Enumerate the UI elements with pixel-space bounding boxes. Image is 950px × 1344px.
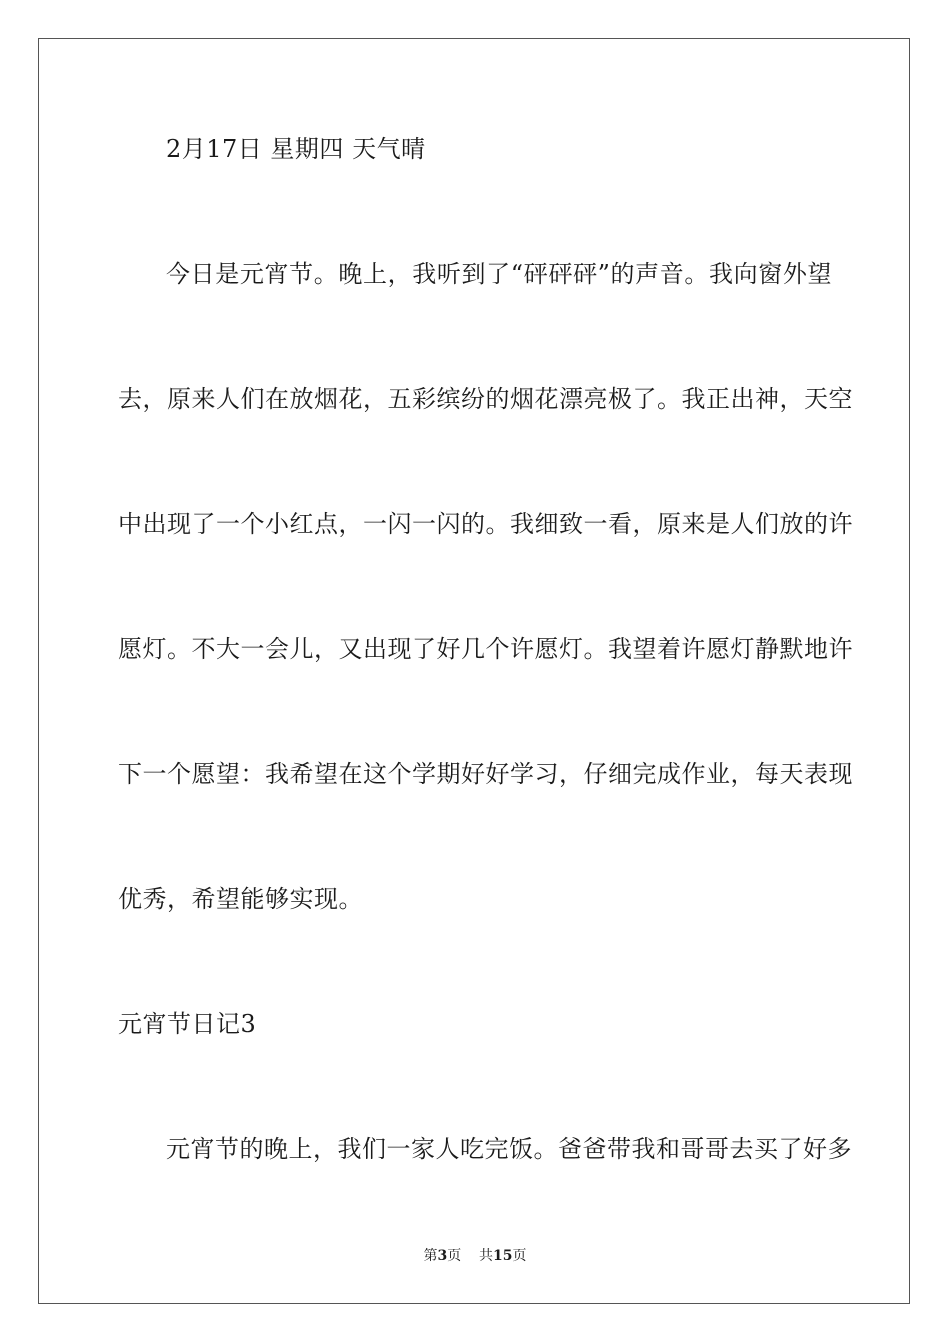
page-footer — [0, 1246, 950, 1266]
total-prefix: 共 — [479, 1248, 494, 1264]
paragraph-line: 愿灯。不大一会儿，又出现了好几个许愿灯。我望着许愿灯静默地许 — [118, 635, 853, 663]
section-title: 元宵节日记3 — [118, 1010, 257, 1038]
paragraph-line: 今日是元宵节。晚上，我听到了“砰砰砰”的声音。我向窗外望 — [166, 260, 832, 288]
paragraph-line: 优秀，希望能够实现。 — [118, 885, 363, 913]
paragraph-line: 去，原来人们在放烟花，五彩缤纷的烟花漂亮极了。我正出神，天空 — [118, 385, 853, 413]
page-current: 3 — [437, 1248, 448, 1264]
paragraph-line: 下一个愿望：我希望在这个学期好好学习，仔细完成作业，每天表现 — [118, 760, 853, 788]
page-frame — [38, 38, 910, 1304]
paragraph-line: 中出现了一个小红点，一闪一闪的。我细致一看，原来是人们放的许 — [118, 510, 853, 538]
paragraph-line: 元宵节的晚上，我们一家人吃完饭。爸爸带我和哥哥去买了好多 — [166, 1135, 852, 1163]
page-prefix: 第 — [423, 1248, 438, 1264]
total-unit: 页 — [512, 1248, 527, 1264]
page-unit: 页 — [447, 1248, 462, 1264]
date-line: 2月17日 星期四 天气晴 — [166, 135, 426, 163]
page-total: 15 — [493, 1248, 513, 1264]
